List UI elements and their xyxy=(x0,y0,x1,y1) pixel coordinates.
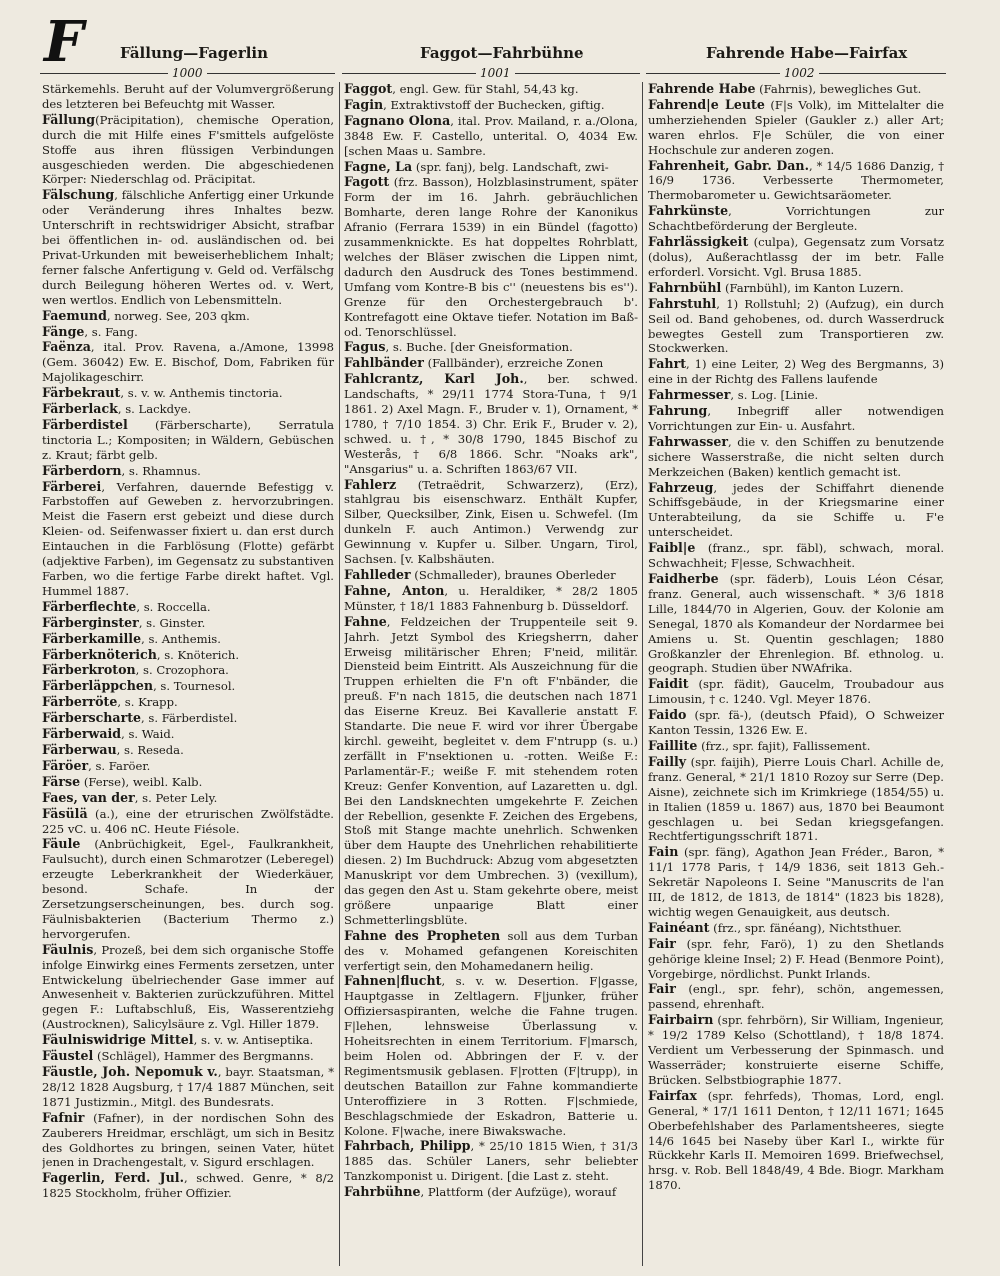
entry-text: , schwed. Genre, * 8/2 1825 Stockholm, früher Offizier. xyxy=(42,1171,334,1201)
entry-text: , Inbegriff aller notwendigen Vorrichtungen zur Ein- u. Ausfahrt. xyxy=(648,404,944,433)
entry-headword: Faggot xyxy=(344,82,393,96)
dictionary-entry xyxy=(648,982,944,1012)
entry-text: (spr. fä-), (deutsch Pfaid), O Schweizer Kanton Tessin, 1326 Ew. E. xyxy=(648,708,944,738)
entry-headword: Färberdistel xyxy=(42,416,128,432)
dictionary-entry xyxy=(344,568,638,583)
entry-headword: Fainéant xyxy=(648,919,710,935)
entry-headword: Fahrmesser xyxy=(648,387,731,403)
entry-headword: Färberknöterich xyxy=(42,646,157,662)
entry-text: (spr. fädit), Gaucelm, Troubadour aus Limousin, † c. 1240. Vgl. Meyer 1876. xyxy=(648,677,944,707)
dictionary-entry xyxy=(344,478,638,567)
dictionary-entry xyxy=(42,309,334,324)
entry-text: (Präcipitation), chemische Operation, durch die mit Hilfe eines F'smittels aufgelöste Stoffe aus ihren flüssigen Verbindungen ausgeschieden werden. Die abgeschiedenen Körper: Niederschlag od. Präcipitat. xyxy=(42,112,334,187)
dictionary-entry xyxy=(648,1013,944,1088)
dictionary-entry xyxy=(648,541,944,571)
dictionary-entry xyxy=(648,235,944,280)
entry-text: (culpa), Gegensatz zum Vorsatz (dolus), Außerachtlassg der im betr. Falle erforderl. Vorsicht. Vgl. Brusa 1885. xyxy=(648,235,944,279)
entry-headword: Fair xyxy=(648,981,676,997)
dictionary-entry xyxy=(648,1089,944,1193)
entry-text: , s. Lackdye. xyxy=(117,402,192,417)
entry-text: (franz., spr. fäbl), schwach, moral. Schwachheit; F|esse, Schwachheit. xyxy=(648,541,944,571)
entry-text: (frz., spr. fajit), Fallissement. xyxy=(697,738,871,753)
entry-headword: Färberlack xyxy=(42,401,118,417)
dictionary-entry xyxy=(42,711,334,726)
entry-text: (Färberscharte), Serratula tinctoria L.; Kompositen; in Wäldern, Gebüschen z. Kraut; färbt gelb. xyxy=(42,417,334,462)
page-number-right: 1002 xyxy=(780,66,819,80)
entry-headword: Fagott xyxy=(344,174,390,190)
entry-headword: Faënza xyxy=(42,339,91,355)
entry-headword: Fain xyxy=(648,844,679,860)
dictionary-entry xyxy=(42,113,334,188)
entry-text: , s. Log. [Linie. xyxy=(730,388,819,403)
entry-text: , die v. den Schiffen zu benutzende sichere Wasserstraße, die nicht selten durch Merkzeichen (Baken) kentlich gemacht ist. xyxy=(648,434,944,479)
entry-text: , s. Knöterich. xyxy=(156,647,240,662)
dictionary-entry xyxy=(42,807,334,837)
entry-headword: Fagne, La xyxy=(344,158,413,174)
entry-text: , fälschliche Anfertigg einer Urkunde oder Veränderung ihres Inhaltes bezw. Unterschrift in rechtswidriger Absicht, strafbar bei öffentlichen in- od. ausländischen od. bei Privat-Urkunden mit beweiserheblichem Inhalt; ferner falsche Anfertigung v. Geld od. Verfälschg durch Beilegung höheren Wertes od. v. Wert, wen wertlos. Endlich von Lebensmitteln. xyxy=(42,188,334,307)
dictionary-entry xyxy=(648,388,944,403)
entry-text: , s. Waid. xyxy=(121,727,175,742)
entry-headword: Fahrung xyxy=(648,403,708,419)
entry-text: (spr. fanj), belg. Landschaft, zwi- xyxy=(412,159,609,174)
column-divider-2 xyxy=(642,82,643,1266)
entry-text: , s. Peter Lely. xyxy=(134,790,218,805)
dictionary-entry xyxy=(42,1049,334,1064)
entry-text: , s. v. w. Anthemis tinctoria. xyxy=(120,386,283,401)
dictionary-entry xyxy=(42,616,334,631)
entry-text: (engl., spr. fehr), schön, angemessen, passend, ehrenhaft. xyxy=(648,982,944,1012)
entry-headword: Fagin xyxy=(344,96,384,112)
dictionary-entry xyxy=(344,160,638,175)
entry-headword: Faibl|e xyxy=(648,540,696,556)
dictionary-entry xyxy=(648,677,944,707)
entry-headword: Fahrkünste xyxy=(648,203,729,219)
entry-headword: Fäustle, Joh. Nepomuk v. xyxy=(42,1064,218,1079)
entry-headword: Faidherbe xyxy=(648,571,719,586)
page-number-row xyxy=(40,66,970,80)
entry-text: Stärkemehls. Beruht auf der Volumvergrößerung des letzteren bei Befeuchtg mit Wasser. xyxy=(42,82,334,111)
entry-text: (spr. fäderb), Louis Léon César, franz. General, auch wissenschaft. * 3/6 1818 Lille, 1844/70 in Algerien, Gouv. der Kolonie am Senegal, 1870 als Komandeur der Nordarmee bei Amiens u. St. Quentin geschlagen; 1880 Großkanzler der Ehrenlegion. Bf. ethnolog. u. geograph. Studien über NWAfrika. xyxy=(648,572,944,676)
dictionary-entry xyxy=(648,739,944,754)
dictionary-entry xyxy=(344,98,638,113)
dictionary-entry xyxy=(42,791,334,806)
dictionary-entry xyxy=(344,340,638,355)
dictionary-entry xyxy=(648,937,944,982)
dictionary-entry xyxy=(42,188,334,307)
dictionary-entry xyxy=(648,404,944,434)
entry-text: (spr. fehr, Farö), 1) zu den Shetlands gehörige kleine Insel; 2) F. Head (Benmore Point), Vorgebirge, nördlichst. Punkt Irlands. xyxy=(648,936,944,981)
dictionary-entry xyxy=(648,845,944,920)
entry-text: , s. Krapp. xyxy=(117,695,178,710)
dictionary-entry xyxy=(42,1033,334,1048)
entry-text: , jedes der Schiffahrt dienende Schiffsgebäude, in der Kriegsmarine einer Unterabteilung, da sie Schiffe u. F'e unterscheidet. xyxy=(648,480,944,540)
entry-headword: Fäulniswidrige Mittel xyxy=(42,1032,194,1048)
entry-headword: Fairfax xyxy=(648,1087,697,1103)
entry-text: , s. Faröer. xyxy=(88,758,151,773)
dictionary-entry xyxy=(344,974,638,1138)
dictionary-entry xyxy=(344,114,638,159)
entry-headword: Fahlcrantz, Karl Joh. xyxy=(344,371,524,387)
dictionary-entry xyxy=(344,372,638,476)
section-letter: F xyxy=(44,9,84,75)
dictionary-entry xyxy=(648,204,944,234)
entry-headword: Färberkamille xyxy=(42,630,142,646)
entry-text: (spr. fehrbörn), Sir William, Ingenieur, * 19/2 1789 Kelso (Schottland), † 18/8 1874. Verdient um Verbesserung der Spinmasch. und Wasserräder; konstruierte eiserne Schiffe, Brücken. Selbstbiographie 1877. xyxy=(648,1013,944,1087)
entry-headword: Fäule xyxy=(42,836,81,852)
dictionary-entry xyxy=(648,572,944,676)
dictionary-entry xyxy=(42,648,334,663)
entry-text: (frz., spr. fänéang), Nichtsthuer. xyxy=(709,920,902,935)
entry-text: (Fahrnis), bewegliches Gut. xyxy=(755,82,922,96)
dictionary-entry xyxy=(42,695,334,710)
entry-headword: Faido xyxy=(648,707,687,723)
entry-headword: Faes, van der xyxy=(42,789,135,805)
dictionary-entry xyxy=(42,82,334,112)
entry-headword: Fällung xyxy=(42,111,96,127)
entry-text: , bayr. Staatsman, * 28/12 1828 Augsburg, † 17/4 1887 München, seit 1871 Justizmin., Mitgl. des Bundesrats. xyxy=(42,1065,334,1109)
entry-text: (Anbrüchigkeit, Egel-, Faulkrankheit, Faulsucht), durch einen Schmarotzer (Leberegel) erzeugte Leberkrankheit der Wiederkäuer, besond. Schafe. In der Zersetzungserscheinungen, bes. durch sog. Fäulnisbakterien (Bacterium Thermo z.) hervorgerufen. xyxy=(42,837,334,941)
entry-headword: Färberröte xyxy=(42,694,118,710)
entry-headword: Färöer xyxy=(42,757,89,773)
dictionary-entry xyxy=(648,357,944,387)
dictionary-entry xyxy=(42,1111,334,1171)
entry-text: , * 25/10 1815 Wien, † 31/3 1885 das. Schüler Laners, sehr beliebter Tanzkomponist u. Dirigent. [die Last z. steht. xyxy=(344,1139,638,1184)
entry-text: (Farnbühl), im Kanton Luzern. xyxy=(721,280,904,295)
dictionary-entry xyxy=(344,175,638,339)
entry-text: , 1) Rollstuhl; 2) (Aufzug), ein durch Seil od. Band gehobenes, od. durch Wasserdruck bewegtes Gestell zum Transportieren zw. Stockwerken. xyxy=(648,296,944,356)
entry-headword: Färberwau xyxy=(42,741,117,757)
dictionary-entry xyxy=(42,418,334,463)
entry-headword: Fahrwasser xyxy=(648,433,729,449)
entry-headword: Fahlleder xyxy=(344,567,411,582)
entry-text: , Plattform (der Aufzüge), worauf xyxy=(420,1185,617,1200)
entry-headword: Fäulnis xyxy=(42,941,94,957)
entry-headword: Fahne des Propheten xyxy=(344,927,501,943)
entry-headword: Fälschung xyxy=(42,187,115,203)
entry-text: , s. v. w. Desertion. F|gasse, Hauptgasse in Zeltlagern. F|junker, früher Offiziersaspiranten, welche die Fahne trugen. F|lehen, lehnsweise Überlassung v. Hoheitsrechten in einem Territorium. F|marsch, beim Holen od. Abbringen der F. v. der Regimentsmusik geblasen. F|rotten (F|trupp), in deutschen Bataillon zur Fahne kommandierte Unteroffiziere in 3 Rotten. F|schmiede, Beschlagschmiede der Eskadron, Batterie u. Kolone. F|wache, inere Biwakswache. xyxy=(344,974,638,1138)
entry-headword: Fahlerz xyxy=(344,476,397,492)
entry-headword: Fäsülä xyxy=(42,805,88,821)
dictionary-entry xyxy=(648,281,944,296)
entry-text: soll aus dem Turban des v. Mohamed gefangenen Koreischiten verfertigt sein, den Mohamedanern heilig. xyxy=(344,928,638,973)
entry-text: (Schmalleder), braunes Oberleder xyxy=(410,568,616,582)
dictionary-entry xyxy=(648,98,944,158)
entry-headword: Färberei xyxy=(42,478,102,494)
dictionary-entry xyxy=(344,82,638,97)
entry-text: (Fallbänder), erzreiche Zonen xyxy=(423,356,604,371)
entry-headword: Fahrzeug xyxy=(648,479,714,495)
dictionary-entry xyxy=(648,481,944,541)
entry-text: , Feldzeichen der Truppenteile seit 9. Jahrh. Jetzt Symbol des Kriegsherrn, daher Erweisg militärischer Ehren; F'neid, militär. Diensteid beim Eintritt. Als Auszeichnung für die Truppen erhielten die F'n oft F'nbänder, die preuß. F'n nach 1815, die deutschen nach 1871 das Eiserne Kreuz. Bei Kavallerie anstatt F. Standarte. Die neue F. wird vor ihrer Übergabe kirchl. geweiht, begleitet v. dem F'ntrupp (s. u.) zerfällt in F'nsektionen u. -rotten. Weiße F.: Parlamentär-F.; weiße F. mit stehendem roten Kreuz: Genfer Konvention, auf Lazaretten u. dgl. Bei den Landsknechten umgekehrte F. Zeichen der Rebellion, gesenkte F. Zeichen des Ergebens, Stoß mit Stange machte unehrlich. Schwenken über dem Haupte des Unehrlichen rehabilitierte diesen. 2) Im Buchdruck: Abzug vom abgesetzten Manuskript vor dem Umbrechen. 3) (vexillum), das gegen den Ast u. Stam gekehrte obere, meist größere unpaarige Blatt einer Schmetterlingsblüte. xyxy=(344,614,638,927)
dictionary-entry xyxy=(648,159,944,204)
dictionary-entry xyxy=(42,679,334,694)
entry-headword: Fair xyxy=(648,935,676,951)
dictionary-entry xyxy=(42,325,334,340)
entry-text: , 1) eine Leiter, 2) Weg des Bergmanns, 3) eine in der Richtg des Fallens laufende xyxy=(648,357,944,387)
dictionary-entry xyxy=(344,1185,638,1200)
entry-text: , Prozeß, bei dem sich organische Stoffe infolge Einwirkg eines Ferments zersetzen, unter Entwickelung übelriechender Gase immer auf Anwesenheit v. Bakterien zurückzuführen. Mittel gegen F.: Luftabschluß, Eis, Wasserentziehg (Austrocknen), Salicylsäure z. Vgl. Hiller 1879. xyxy=(42,942,334,1032)
entry-text: , s. Crozophora. xyxy=(135,663,229,678)
entry-headword: Fagus xyxy=(344,339,386,355)
entry-text: , s. v. w. Antiseptika. xyxy=(193,1033,314,1048)
entry-headword: Fahrlässigkeit xyxy=(648,234,749,250)
entry-headword: Fagnano Olona xyxy=(344,112,451,128)
entry-headword: Fahrend|e Leute xyxy=(648,96,765,112)
entry-text: , s. Reseda. xyxy=(116,742,184,757)
dictionary-entry xyxy=(648,708,944,738)
dictionary-entry xyxy=(648,435,944,480)
entry-text: , s. Tournesol. xyxy=(153,679,236,694)
dictionary-entry xyxy=(42,402,334,417)
entry-text: , s. Buche. [der Gneisformation. xyxy=(385,340,573,355)
running-header xyxy=(40,44,970,68)
entry-text: , ital. Prov. Mailand, r. a./Olona, 3848 Ew. F. Castello, unterital. O, 4034 Ew. [schen Maas u. Sambre. xyxy=(344,113,638,158)
entry-text: , norweg. See, 203 qkm. xyxy=(106,308,250,323)
entry-headword: Färberwaid xyxy=(42,726,122,742)
entry-text: , s. Färberdistel. xyxy=(141,711,238,726)
column-middle xyxy=(344,82,638,1270)
entry-text: , Extraktivstoff der Buchecken, giftig. xyxy=(383,97,605,112)
entry-text: , u. Heraldiker, * 28/2 1805 Münster, † 18/1 1883 Fahnenburg b. Düsseldorf. xyxy=(344,583,638,613)
entry-headword: Fagerlin, Ferd. Jul. xyxy=(42,1170,184,1186)
entry-headword: Fahlbänder xyxy=(344,355,424,371)
entry-headword: Fahrt xyxy=(648,356,687,372)
dictionary-entry xyxy=(42,837,334,941)
entry-text: (F|s Volk), im Mittelalter die umherziehenden Spieler (Gaukler z.) aller Art; waren ehrlos. F|e Schüler, die von einer Hochschule zur anderen zogen. xyxy=(648,97,944,157)
entry-text: , engl. Gew. für Stahl, 54,43 kg. xyxy=(392,82,579,96)
entry-headword: Färberkroton xyxy=(42,662,136,678)
entry-headword: Färberscharte xyxy=(42,710,142,726)
entry-headword: Fahrnbühl xyxy=(648,279,722,295)
entry-headword: Fafnir xyxy=(42,1109,85,1125)
dictionary-entry xyxy=(42,743,334,758)
entry-headword: Fahrende Habe xyxy=(648,82,756,96)
dictionary-entry xyxy=(648,297,944,357)
entry-headword: Fahrenheit, Gabr. Dan. xyxy=(648,157,809,173)
dictionary-entry xyxy=(42,480,334,599)
entry-headword: Fahne, Anton xyxy=(344,582,445,598)
entry-text: (Ferse), weibl. Kalb. xyxy=(80,774,203,789)
entry-headword: Fahne xyxy=(344,613,387,629)
entry-headword: Faemund xyxy=(42,307,107,323)
entry-text: , * 14/5 1686 Danzig, † 16/9 1736. Verbesserte Thermometer, Thermobarometer u. Gewichtsaräometer. xyxy=(648,158,944,203)
dictionary-entry xyxy=(648,82,944,97)
entry-headword: Failly xyxy=(648,753,687,769)
dictionary-entry xyxy=(42,632,334,647)
column-right xyxy=(648,82,944,1270)
dictionary-entry xyxy=(42,1065,334,1110)
dictionary-entry xyxy=(42,600,334,615)
entry-text: (a.), eine der etrurischen Zwölfstädte. 225 vC. u. 406 nC. Heute Fiésole. xyxy=(42,806,334,836)
entry-headword: Faillite xyxy=(648,737,698,753)
dictionary-entry xyxy=(648,921,944,936)
entry-headword: Fänge xyxy=(42,323,85,339)
entry-headword: Faidit xyxy=(648,676,689,692)
entry-headword: Färberläppchen xyxy=(42,678,154,694)
entry-headword: Färberdorn xyxy=(42,462,122,478)
entry-text: (Schlägel), Hammer des Bergmanns. xyxy=(93,1049,314,1064)
dictionary-entry xyxy=(344,584,638,614)
page-number-left: 1000 xyxy=(168,66,207,80)
entry-text: (spr. fehrfeds), Thomas, Lord, engl. General, * 17/1 1611 Denton, † 12/11 1671; 1645 Oberbefehlshaber des Parlamentsheeres, siegte 14/6 1645 bei Naseby über Karl I., wirkte für Rückkehr Karls II. Memoiren 1699. Briefwechsel, hrsg. v. Rob. Bell 1848/49, 4 Bde. Biogr. Markham 1870. xyxy=(648,1088,944,1193)
entry-text: , s. Rhamnus. xyxy=(121,463,201,478)
entry-text: (frz. Basson), Holzblasinstrument, später Form der im 16. Jahrh. gebräuchlichen Bomharte, deren lange Rohre der Kanonikus Afranio (Ferrara 1539) in ein Bündel (fagotto) zusammenknickte. Es hat doppeltes Rohrblatt, welches der Bläser zwischen die Lippen nimt, dadurch den Ausdruck des Tones bestimmend. Umfang vom Kontre-B bis c'' (neuestens bis es''). Grenze für den Orchestergebrauch b'. Kontrefagott eine Oktave tiefer. Notation im Baß- od. Tenorschlüssel. xyxy=(344,175,638,339)
header-right: Fahrende Habe—Fairfax xyxy=(706,44,908,62)
entry-headword: Fahrstuhl xyxy=(648,295,717,311)
dictionary-entry xyxy=(344,1139,638,1184)
dictionary-entry xyxy=(42,727,334,742)
entry-headword: Fairbairn xyxy=(648,1012,714,1028)
entry-text: , s. Ginster. xyxy=(138,615,206,630)
dictionary-entry xyxy=(42,340,334,385)
entry-headword: Fahnen|flucht xyxy=(344,973,442,989)
entry-headword: Fahrbach, Philipp xyxy=(344,1138,471,1154)
entry-text: (Fafner), in der nordischen Sohn des Zauberers Hreidmar, erschlägt, um sich in Besitz des Goldhortes zu bringen, seinen Vater, hütet jenen in Drachengestalt, v. Sigurd erschlagen. xyxy=(42,1110,334,1170)
dictionary-entry xyxy=(42,386,334,401)
dictionary-entry xyxy=(648,755,944,844)
dictionary-entry xyxy=(42,775,334,790)
dictionary-entry xyxy=(344,356,638,371)
dictionary-entry xyxy=(42,1171,334,1201)
entry-text: , ital. Prov. Ravena, a./Amone, 13998 (Gem. 36042) Ew. E. Bischof, Dom, Fabriken für Majolikageschirr. xyxy=(42,340,334,385)
column-divider-1 xyxy=(339,82,340,1266)
column-left xyxy=(42,82,334,1270)
entry-text: , Verfahren, dauernde Befestigg v. Farbstoffen auf Geweben z. hervorzubringen. Meist die Fasern erst gebeizt und diese durch Kleien- od. Seifenwasser fixiert u. dan erst durch Eintauchen in die Farblösung (Flotte) gefärbt (adjektive Farben), im Gegensatz zu substantiven Farben, wo die fertige Farbe direkt haftet. Vgl. Hummel 1887. xyxy=(42,479,334,598)
entry-headword: Färberflechte xyxy=(42,598,137,614)
dictionary-entry xyxy=(42,464,334,479)
entry-text: , s. Anthemis. xyxy=(141,631,221,646)
page-number-middle: 1001 xyxy=(476,66,515,80)
entry-text: (spr. fäng), Agathon Jean Fréder., Baron, * 11/1 1778 Paris, † 14/9 1836, seit 1813 Geh.-Sekretär Napoleons I. Seine "Manuscrits de l'an III, de 1812, de 1813, de 1814" (1823 bis 1828), wichtig wegen Genauigkeit, aus deutsch. xyxy=(648,845,944,919)
header-left: Fällung—Fagerlin xyxy=(120,44,269,62)
entry-headword: Färberginster xyxy=(42,614,139,630)
dictionary-entry xyxy=(42,943,334,1032)
entry-text: (Tetraëdrit, Schwarzerz), (Erz), stahlgrau bis eisenschwarz. Enthält Kupfer, Silber, Quecksilber, Zink, Eisen u. Schwefel. (Im dunkeln F. auch Antimon.) Verwendg zur Gewinnung v. Kupfer u. Silber. Ungarn, Tirol, Sachsen. [v. Kalbshäuten. xyxy=(344,477,638,567)
entry-text: , s. Fang. xyxy=(84,324,138,339)
entry-text: , s. Roccella. xyxy=(136,599,211,614)
dictionary-entry xyxy=(42,759,334,774)
dictionary-entry xyxy=(344,929,638,974)
entry-text: (spr. faijih), Pierre Louis Charl. Achille de, franz. General, * 21/1 1810 Rozoy sur Serre (Dep. Aisne), zeichnete sich im Krimkriege (1854/55) u. in Italien (1859 u. 1867) aus, 1870 bei Beaumont geschlagen u. bei Sedan kriegsgefangen. Rechtfertigungsschrift 1871. xyxy=(648,754,944,844)
entry-headword: Färbekraut xyxy=(42,385,121,401)
entry-text: , Vorrichtungen zur Schachtbeförderung der Bergleute. xyxy=(648,204,944,234)
entry-text: , ber. schwed. Landschafts, * 29/11 1774 Stora-Tuna, † 9/1 1861. 2) Axel Magn. F., Bruder v. 1), Ornament, * 1780, † 7/10 1854. 3) Chr. Erik F., Bruder v. 2), schwed. u. †, * 30/8 1790, 1845 Bischof zu Westerås, † 6/8 1866. Schr. "Noaks ark", "Ansgarius" u. a. Schriften 1863/67 VII. xyxy=(344,372,638,476)
header-middle: Faggot—Fahrbühne xyxy=(420,44,584,62)
dictionary-entry xyxy=(344,615,638,928)
entry-headword: Färse xyxy=(42,773,81,789)
dictionary-entry xyxy=(42,663,334,678)
entry-headword: Fäustel xyxy=(42,1048,94,1064)
entry-headword: Fahrbühne xyxy=(344,1184,421,1200)
